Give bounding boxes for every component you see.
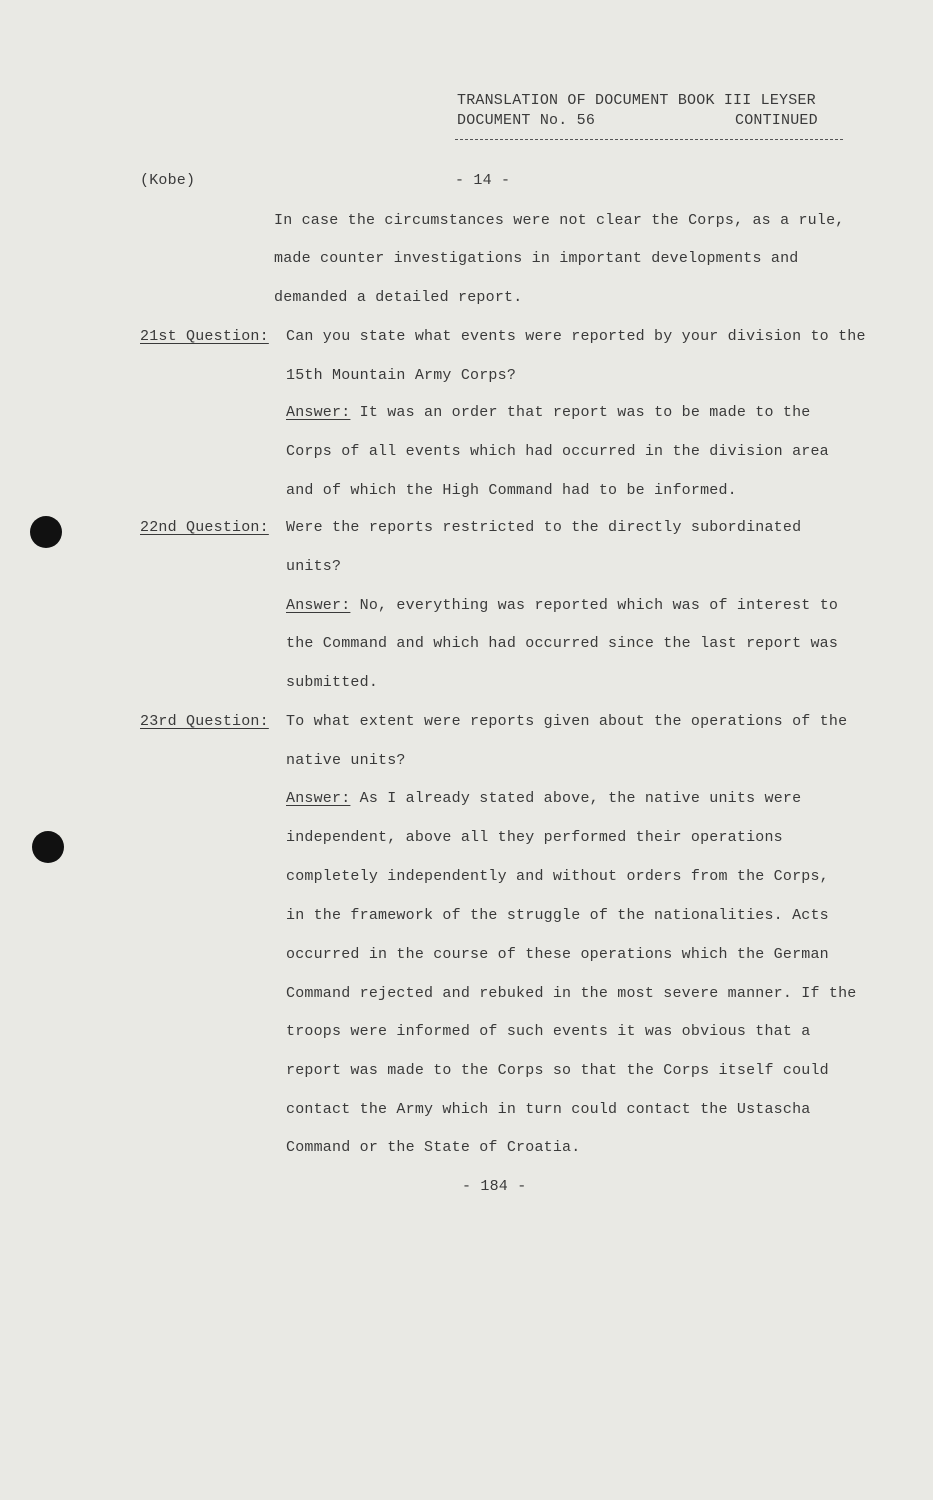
answer-21-text: It was an order that report was to be made to the [350, 404, 811, 421]
punch-hole [30, 516, 62, 548]
answer-23-text: in the framework of the struggle of the nationalities. Acts [286, 907, 829, 924]
intro-line: In case the circumstances were not clear the Corps, as a rule, [274, 212, 845, 229]
answer-21-text: and of which the High Command had to be informed. [286, 482, 737, 499]
question-22-text: Were the reports restricted to the directly subordinated [286, 519, 802, 536]
punch-hole [32, 831, 64, 863]
answer-23-label: Answer: [286, 790, 351, 807]
answer-23-text: independent, above all they performed their operations [286, 829, 783, 846]
answer-23-text: contact the Army which in turn could contact the Ustascha [286, 1101, 811, 1118]
question-22-text: units? [286, 558, 342, 575]
question-23-text: native units? [286, 752, 406, 769]
question-23-text: To what extent were reports given about the operations of the [286, 713, 848, 730]
answer-22-label: Answer: [286, 597, 351, 614]
question-22-label: 22nd Question: [140, 519, 269, 536]
question-23-label: 23rd Question: [140, 713, 269, 730]
question-21-text: Can you state what events were reported by your division to the [286, 328, 866, 345]
answer-23-text: Command rejected and rebuked in the most severe manner. If the [286, 985, 857, 1002]
header-document-number: DOCUMENT No. 56 [457, 112, 596, 129]
answer-23-text: Command or the State of Croatia. [286, 1139, 581, 1156]
intro-line: made counter investigations in important developments and [274, 250, 799, 267]
answer-22-text: submitted. [286, 674, 379, 691]
page-number-bottom: - 184 - [462, 1178, 527, 1195]
intro-line: demanded a detailed report. [274, 289, 523, 306]
question-21-text: 15th Mountain Army Corps? [286, 367, 517, 384]
header-rule [455, 139, 843, 140]
witness-name: (Kobe) [140, 172, 196, 189]
answer-23-text: report was made to the Corps so that the Corps itself could [286, 1062, 829, 1079]
answer-23-text: completely independently and without orders from the Corps, [286, 868, 829, 885]
answer-22-text: the Command and which had occurred since the last report was [286, 635, 839, 652]
page-number-top: - 14 - [455, 172, 511, 189]
answer-23-text: troops were informed of such events it was obvious that a [286, 1023, 811, 1040]
header-continued: CONTINUED [735, 112, 818, 129]
answer-23-text: occurred in the course of these operations which the German [286, 946, 829, 963]
answer-22-text: No, everything was reported which was of interest to [350, 597, 839, 614]
answer-21-text: Corps of all events which had occurred in the division area [286, 443, 829, 460]
answer-23-text: As I already stated above, the native units were [350, 790, 802, 807]
answer-22 [286, 597, 838, 615]
answer-21-label: Answer: [286, 404, 351, 421]
question-21-label: 21st Question: [140, 328, 269, 345]
answer-21 [286, 404, 811, 422]
answer-23 [286, 790, 801, 808]
header-title: TRANSLATION OF DOCUMENT BOOK III LEYSER [457, 92, 816, 109]
